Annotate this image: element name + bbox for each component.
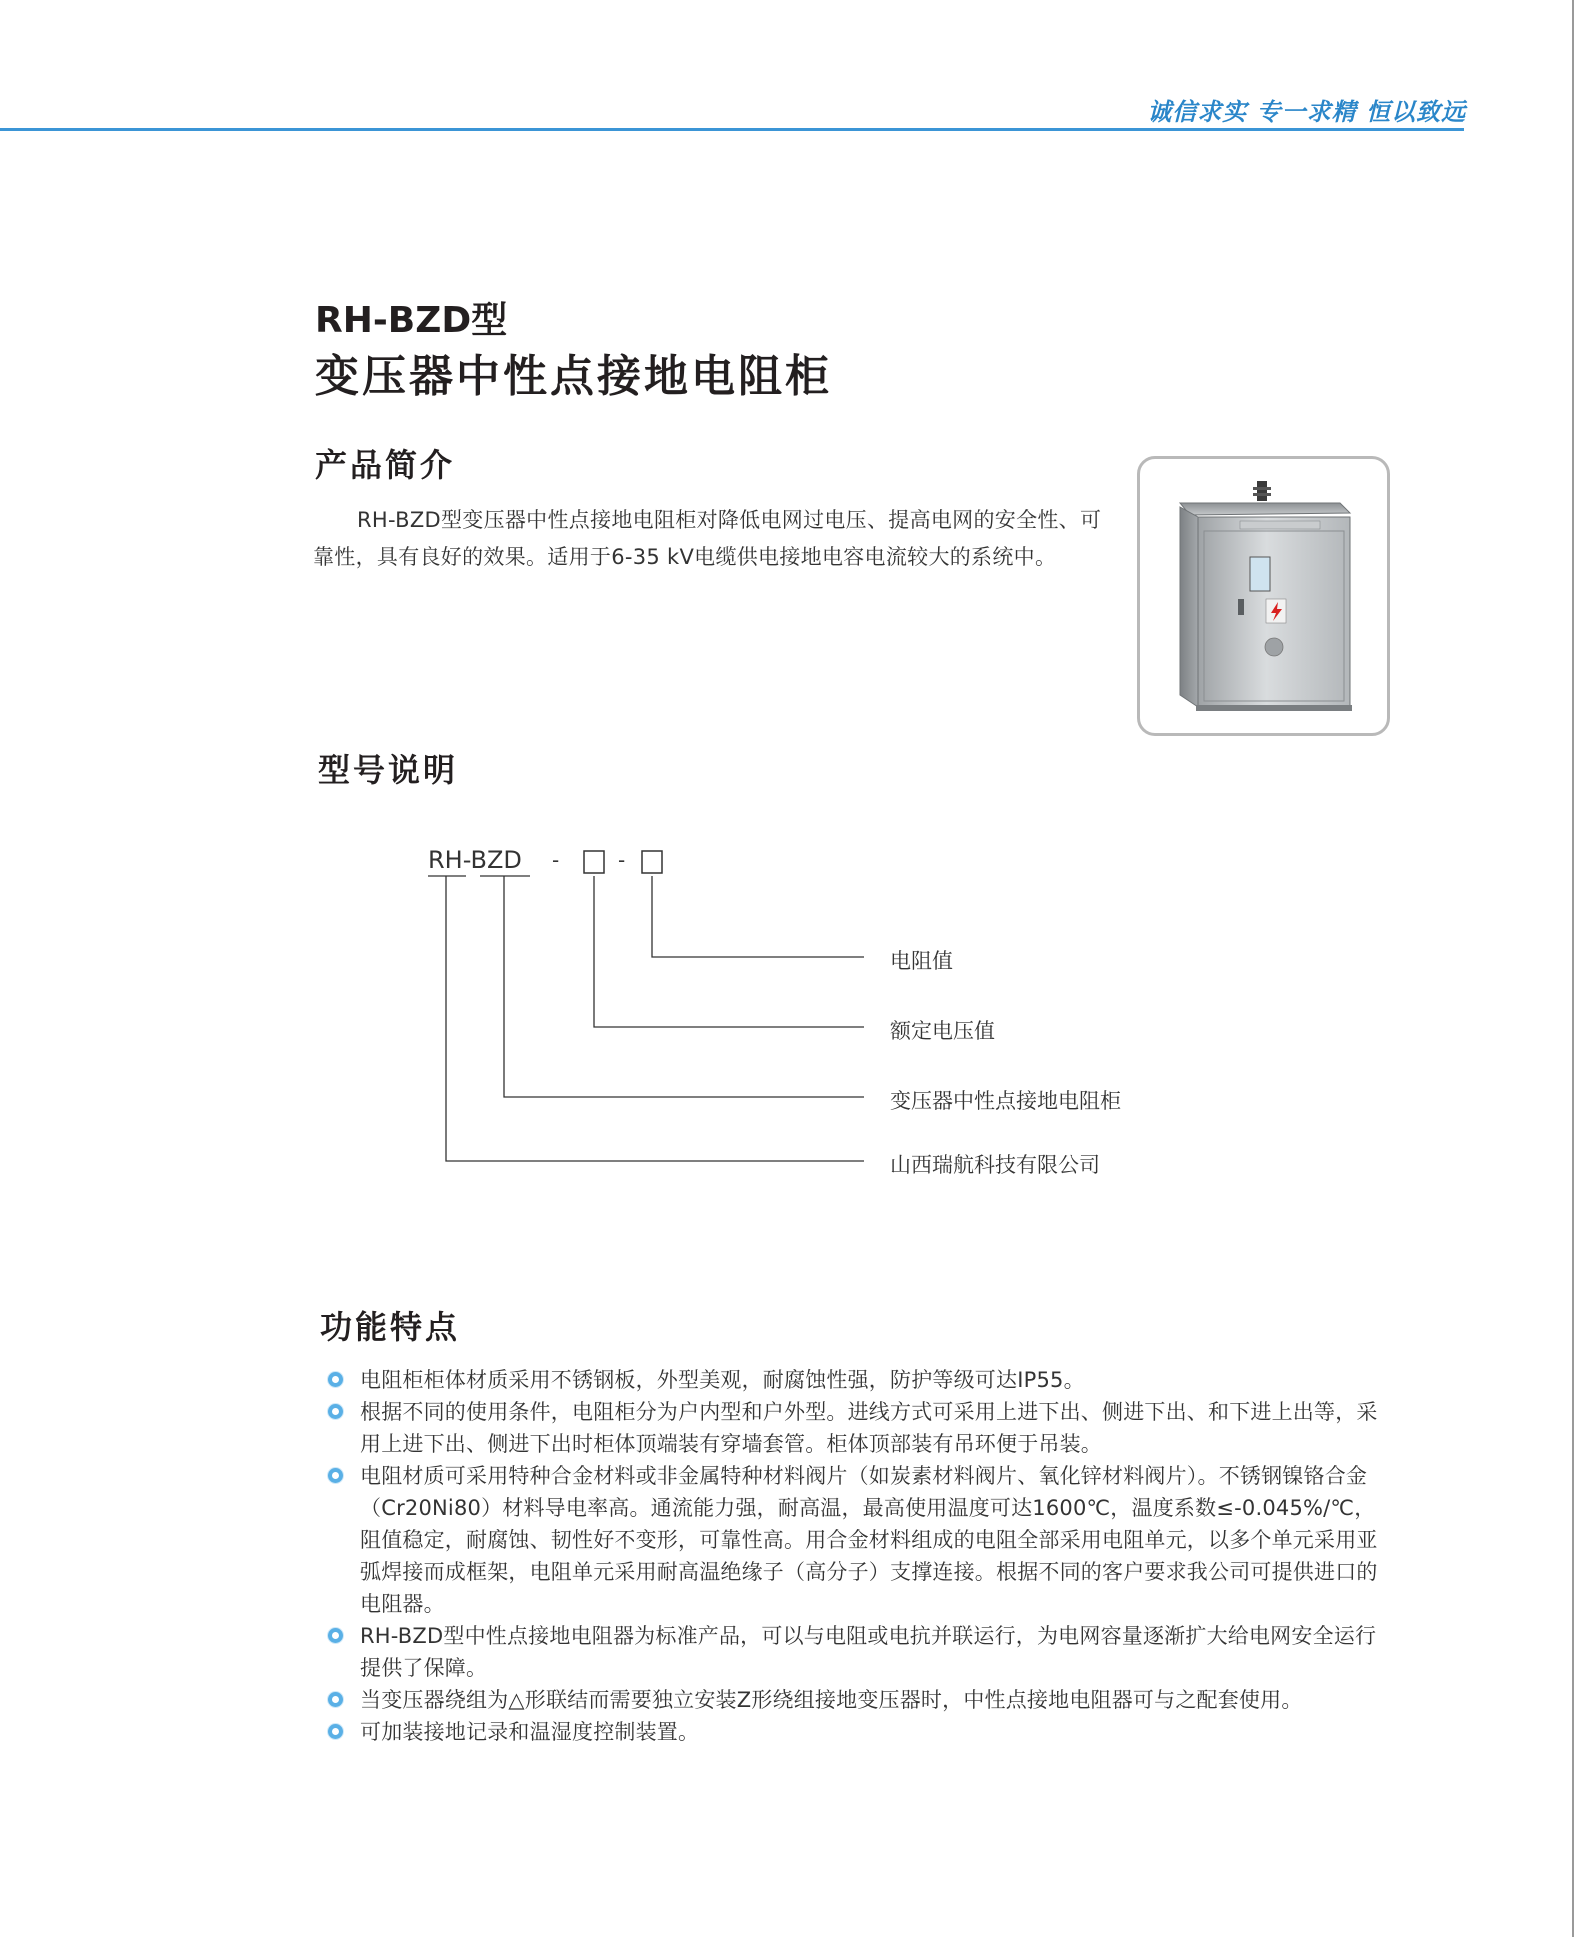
model-heading: 型号说明 — [318, 751, 459, 789]
model-code-dash-1: - — [552, 848, 560, 872]
circle-bullet-icon — [328, 1628, 343, 1643]
leader-company — [446, 876, 864, 1161]
feature-item: RH-BZD型中性点接地电阻器为标准产品，可以与电阻或电抗并联运行，为电网容量逐渐扩大给电网安全运行提供了保障。 — [328, 1620, 1388, 1684]
voltage-placeholder-box — [584, 851, 604, 873]
features-list — [328, 1364, 1388, 1748]
model-code-prefix: RH-BZD — [428, 846, 522, 874]
model-title: RH-BZD型 — [315, 300, 508, 341]
feature-item: 当变压器绕组为△形联结而需要独立安装Z形绕组接地变压器时，中性点接地电阻器可与之配套使用。 — [328, 1684, 1388, 1716]
features-heading: 功能特点 — [320, 1308, 461, 1346]
feature-item: 电阻柜柜体材质采用不锈钢板，外型美观，耐腐蚀性强，防护等级可达IP55。 — [328, 1364, 1388, 1396]
leader-voltage — [594, 876, 864, 1027]
circle-bullet-icon — [328, 1724, 343, 1739]
legend-product: 变压器中性点接地电阻柜 — [890, 1089, 1121, 1113]
feature-item: 电阻材质可采用特种合金材料或非金属特种材料阀片（如炭素材料阀片、氧化锌材料阀片）。不锈钢镍铬合金（Cr20Ni80）材料导电率高。通流能力强，耐高温，最高使用温度可达1600℃，温度系数≤-0.045%/℃，阻值稳定，耐腐蚀、韧性好不变形，可靠性高。用合金材料组成的电阻全部采用电阻单元，以多个单元采用亚弧焊接而成框架，电阻单元采用耐高温绝缘子（高分子）支撑连接。根据不同的客户要求我公司可提供进口的电阻器。 — [328, 1460, 1388, 1620]
legend-company: 山西瑞航科技有限公司 — [890, 1153, 1100, 1177]
product-title: 变压器中性点接地电阻柜 — [315, 351, 832, 402]
circle-bullet-icon — [328, 1468, 343, 1483]
feature-item: 根据不同的使用条件，电阻柜分为户内型和户外型。进线方式可采用上进下出、侧进下出、和下进上出等，采用上进下出、侧进下出时柜体顶端装有穿墙套管。柜体顶部装有吊环便于吊装。 — [328, 1396, 1388, 1460]
resistance-placeholder-box — [642, 851, 662, 873]
legend-resistance: 电阻值 — [890, 949, 953, 973]
circle-bullet-icon — [328, 1372, 343, 1387]
leader-resistance — [652, 876, 864, 957]
leader-product — [504, 876, 864, 1097]
model-code-dash-2: - — [618, 848, 626, 872]
legend-voltage: 额定电压值 — [890, 1019, 995, 1043]
intro-heading: 产品简介 — [315, 446, 456, 484]
circle-bullet-icon — [328, 1692, 343, 1707]
feature-item: 可加装接地记录和温湿度控制装置。 — [328, 1716, 1388, 1748]
circle-bullet-icon — [328, 1404, 343, 1419]
intro-text: RH-BZD型变压器中性点接地电阻柜对降低电网过电压、提高电网的安全性、可靠性，具有良好的效果。适用于6-35 kV电缆供电接地电容电流较大的系统中。 — [313, 508, 1102, 569]
header-slogan: 诚信求实 专一求精 恒以致远 — [1147, 98, 1466, 126]
